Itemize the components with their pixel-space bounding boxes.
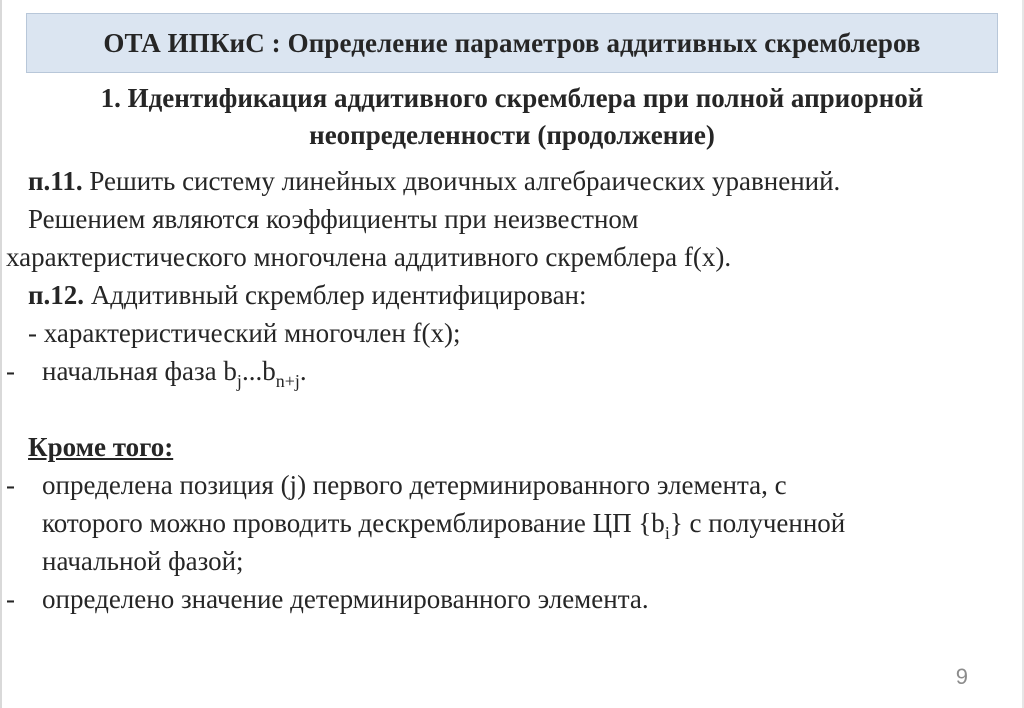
left-border (0, 0, 2, 708)
step-12-text: Аддитивный скремблер идентифицирован: (84, 280, 587, 310)
subtitle-line-1: 1. Идентификация аддитивного скремблера при полной априорной (100, 83, 924, 113)
page-title: ОТА ИПКиС : Определение параметров аддитивных скремблеров (103, 27, 921, 58)
step-12-item-2 (42, 354, 307, 391)
besides-heading: Кроме того: (28, 432, 174, 462)
subscript-j: j (236, 371, 242, 391)
step-12-line-1 (28, 278, 587, 312)
step-11-text: Решить систему линейных двоичных алгебраических уравнений. (82, 166, 841, 196)
section-subtitle (20, 80, 1004, 154)
step-11-line-2: Решением являются коэффициенты при неизвестном (28, 204, 639, 234)
descramble-text: которого можно проводить дескремблирование ЦП {b (42, 508, 665, 538)
header-banner (26, 13, 998, 73)
step-12-item-2-dash: - (6, 356, 15, 386)
page-number: 9 (955, 664, 968, 689)
besides-item-1-dash: - (6, 470, 15, 500)
initial-phase-mid: ...b (241, 356, 276, 386)
besides-item-2-line-1: определено значение детерминированного элемента. (42, 584, 649, 614)
step-12-label: п.12. (28, 280, 85, 310)
subscript-i: i (664, 523, 670, 543)
step-11-line-1 (28, 164, 840, 198)
descramble-text-end: } с полученной (669, 508, 846, 538)
besides-item-2-dash: - (6, 584, 15, 614)
initial-phase-text: начальная фаза b (42, 356, 237, 386)
initial-phase-end: . (299, 356, 307, 386)
step-11-line-3: характеристического многочлена аддитивного скремблера f(x). (6, 242, 732, 272)
step-12-item-1: - характеристический многочлен f(x); (28, 318, 461, 348)
besides-item-1-line-1: определена позиция (j) первого детерминированного элемента, с (42, 470, 787, 500)
subscript-n-plus-j: n+j (275, 371, 300, 391)
subtitle-line-2: неопределенности (продолжение) (309, 120, 715, 150)
step-11-label: п.11. (28, 166, 83, 196)
besides-item-1-line-3: начальной фазой; (42, 546, 244, 576)
besides-item-1-line-2 (42, 506, 846, 543)
